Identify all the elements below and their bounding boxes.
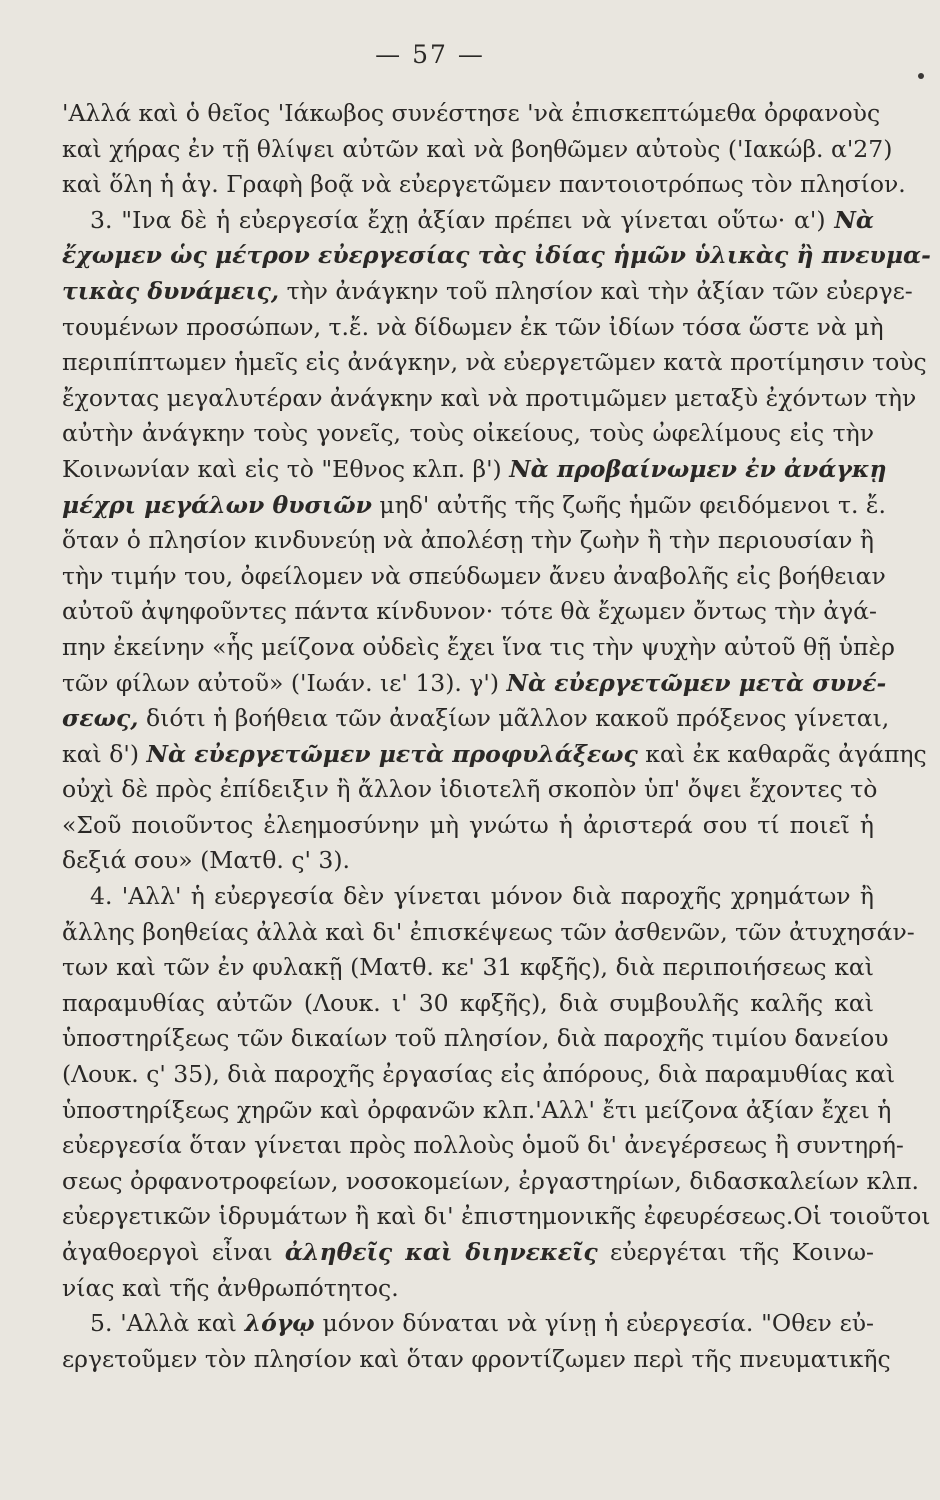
text-run: σεως ὀρφανοτροφείων, νοσοκομείων, ἐργαστηρίων, διδασκαλείων κλπ. (62, 1166, 919, 1195)
text-run: νίας καὶ τῆς ἀνθρωπότητος. (62, 1273, 399, 1302)
emphasized-phrase: τικὰς δυνάμεις, (62, 276, 280, 305)
text-line (62, 772, 878, 808)
text-line (62, 167, 906, 203)
text-line (62, 523, 874, 559)
emphasized-phrase: μέχρι μεγάλων θυσιῶν (62, 490, 372, 519)
text-run: 'Αλλά καὶ ὁ θεῖος 'Ιάκωβος συνέστησε 'νὰ ἐπισκεπτώμεθα ὀρφανοὺς (62, 99, 881, 127)
text-run: μηδ' αὐτῆς τῆς ζωῆς ἡμῶν φειδόμενοι τ. ἔ. (371, 490, 886, 519)
text-run: ἀγαθοεργοὶ εἶναι (62, 1238, 285, 1266)
text-line (62, 737, 927, 773)
text-run: τὴν τιμήν του, ὀφείλομεν νὰ σπεύδωμεν ἄνευ ἀναβολῆς εἰς βοήθειαν (62, 561, 886, 590)
text-line (62, 1021, 889, 1057)
text-run: ὑποστηρίξεως χηρῶν καὶ ὀρφανῶν κλπ.'Αλλ' ἔτι μείζονα ἀξίαν ἔχει ἡ (62, 1095, 892, 1124)
text-line (62, 96, 881, 132)
emphasized-phrase: σεως, (62, 704, 139, 733)
text-line (62, 488, 886, 524)
text-line (62, 1093, 892, 1129)
emphasized-phrase: Νὰ εὐεργετῶμεν μετὰ προφυλάξεως (146, 739, 638, 768)
text-line (62, 452, 887, 488)
text-run: εὐεργεσία ὅταν γίνεται πρὸς πολλοὺς ὁμοῦ δι' ἀνεγέρσεως ἢ συντηρή- (62, 1131, 904, 1160)
text-line (62, 1342, 891, 1378)
emphasized-phrase: λόγῳ (244, 1309, 315, 1338)
text-run: μόνον δύναται νὰ γίνῃ ἡ εὐεργεσία. "Οθεν εὐ- (314, 1309, 874, 1338)
text-line (62, 630, 895, 666)
text-run: ἔχοντας μεγαλυτέραν ἀνάγκην καὶ νὰ προτιμῶμεν μεταξὺ ἐχόντων τὴν (62, 383, 917, 412)
text-line (62, 808, 874, 844)
text-run: πην ἐκείνην «ἧς μείζονα οὐδεὶς ἔχει ἵνα τις τὴν ψυχὴν αὐτοῦ θῇ ὑπὲρ (62, 632, 895, 661)
text-run: τὴν ἀνάγκην τοῦ πλησίον καὶ τὴν ἀξίαν τῶν εὐεργε- (279, 276, 913, 305)
text-run: 5. 'Αλλὰ καὶ (90, 1309, 245, 1338)
text-line (62, 701, 890, 737)
text-line (62, 416, 874, 452)
text-line (62, 345, 927, 381)
emphasized-phrase: Νὰ (834, 205, 874, 234)
text-line (62, 1164, 919, 1200)
text-run: Κοινωνίαν καὶ εἰς τὸ "Εθνος κλπ. β') (62, 454, 510, 483)
text-line (62, 1306, 874, 1342)
emphasized-phrase: ἀληθεῖς καὶ διηνεκεῖς (284, 1238, 598, 1266)
text-run: εργετοῦμεν τὸν πλησίον καὶ ὅταν φροντίζωμεν περὶ τῆς πνευματικῆς (62, 1344, 891, 1373)
text-run: ὑποστηρίξεως τῶν δικαίων τοῦ πλησίον, διὰ παροχῆς τιμίου δανείου (62, 1024, 889, 1053)
text-run: καὶ ὅλη ἡ ἁγ. Γραφὴ βοᾷ νὰ εὐεργετῶμεν παντοιοτρόπως τὸν πλησίον. (62, 170, 906, 199)
text-run: αὐτοῦ ἀψηφοῦντες πάντα κίνδυνον· τότε θὰ ἔχωμεν ὄντως τὴν ἀγά- (62, 597, 877, 626)
text-line (62, 950, 874, 986)
ink-dot (918, 73, 924, 79)
text-run: αὐτὴν ἀνάγκην τοὺς γονεῖς, τοὺς οἰκείους, τοὺς ὠφελίμους εἰς τὴν (62, 419, 874, 448)
emphasized-phrase: ἔχωμεν ὡς μέτρον εὐεργεσίας τὰς ἰδίας ἡμῶν ὑλικὰς ἢ πνευμα- (62, 241, 931, 270)
text-run: περιπίπτωμεν ἡμεῖς εἰς ἀνάγκην, νὰ εὐεργετῶμεν κατὰ προτίμησιν τοὺς (62, 348, 927, 377)
text-line (62, 310, 884, 346)
text-run: 3. "Ινα δὲ ἡ εὐεργεσία ἔχῃ ἀξίαν πρέπει νὰ γίνεται οὕτω· α') (90, 205, 835, 234)
text-run: (Λουκ. ς' 35), διὰ παροχῆς ἐργασίας εἰς ἀπόρους, διὰ παραμυθίας καὶ (62, 1060, 896, 1089)
text-line (62, 1128, 904, 1164)
text-run: καὶ ἐκ καθαρᾶς ἀγάπης (637, 739, 927, 768)
text-line (62, 843, 874, 879)
text-line (62, 986, 874, 1022)
text-line (62, 132, 893, 168)
emphasized-phrase: Νὰ εὐεργετῶμεν μετὰ συνέ- (506, 668, 887, 697)
text-line (62, 1271, 874, 1307)
text-run: οὐχὶ δὲ πρὸς ἐπίδειξιν ἢ ἄλλον ἰδιοτελῆ σκοπὸν ὑπ' ὄψει ἔχοντες τὸ (62, 775, 878, 804)
text-line (62, 274, 913, 310)
emphasized-phrase: Νὰ προβαίνωμεν ἐν ἀνάγκῃ (509, 454, 887, 483)
text-run: καὶ δ') (62, 739, 147, 768)
text-line (62, 381, 917, 417)
text-run: εὐεργετικῶν ἱδρυμάτων ἢ καὶ δι' ἐπιστημονικῆς ἐφευρέσεως.Οἱ τοιοῦτοι (62, 1202, 931, 1231)
text-run: τουμένων προσώπων, τ.ἔ. νὰ δίδωμεν ἐκ τῶν ἰδίων τόσα ὥστε νὰ μὴ (62, 312, 884, 341)
text-line (62, 666, 887, 702)
text-line (62, 238, 931, 274)
text-run: δεξιά σου» (Ματθ. ς' 3). (62, 846, 351, 875)
text-run: «Σοῦ ποιοῦντος ἐλεημοσύνην μὴ γνώτω ἡ ἀριστερά σου τί ποιεῖ ἡ (62, 810, 874, 839)
text-run: παραμυθίας αὐτῶν (Λουκ. ι' 30 κφξῆς), διὰ συμβουλῆς καλῆς καὶ (62, 988, 874, 1017)
text-run: ἄλλης βοηθείας ἀλλὰ καὶ δι' ἐπισκέψεως τῶν ἀσθενῶν, τῶν ἀτυχησάν- (62, 917, 915, 946)
text-line (62, 594, 877, 630)
text-run: των καὶ τῶν ἐν φυλακῇ (Ματθ. κε' 31 κφξῆς), διὰ περιποιήσεως καὶ (62, 953, 874, 982)
text-line (62, 915, 915, 951)
text-line (62, 1057, 896, 1093)
text-run: εὐεργέται τῆς Κοινω- (597, 1238, 874, 1266)
text-line (62, 1235, 874, 1271)
text-line (62, 879, 874, 915)
text-line (62, 559, 886, 595)
text-line (62, 1199, 931, 1235)
text-run: τῶν φίλων αὐτοῦ» ('Ιωάν. ιε' 13). γ') (62, 668, 507, 697)
text-run: διότι ἡ βοήθεια τῶν ἀναξίων μᾶλλον κακοῦ πρόξενος γίνεται, (138, 704, 890, 733)
page-number: — 57 — (375, 40, 485, 69)
text-run: 4. 'Αλλ' ἡ εὐεργεσία δὲν γίνεται μόνον διὰ παροχῆς χρημάτων ἢ (90, 882, 874, 911)
text-line (62, 203, 874, 239)
text-run: ὅταν ὁ πλησίον κινδυνεύῃ νὰ ἀπολέσῃ τὴν ζωὴν ἢ τὴν περιουσίαν ἢ (62, 526, 874, 555)
text-run: καὶ χήρας ἐν τῇ θλίψει αὐτῶν καὶ νὰ βοηθῶμεν αὐτοὺς ('Ιακώβ. α'27) (62, 134, 893, 163)
body-text (62, 96, 931, 1377)
